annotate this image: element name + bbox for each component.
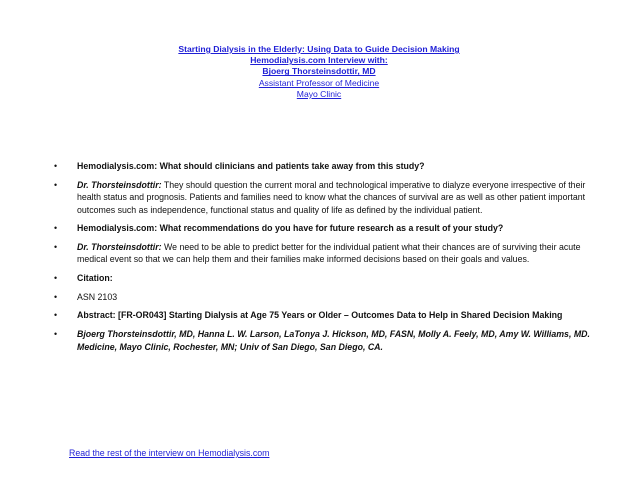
list-item-answer-2 (54, 241, 599, 266)
bullet-icon: • (54, 329, 58, 340)
bullet-icon: • (54, 161, 58, 171)
read-more-link[interactable]: Read the rest of the interview on Hemodialysis.com (69, 448, 270, 458)
bullet-icon: • (54, 241, 58, 252)
abstract-title: Abstract: [FR-OR043] Starting Dialysis at Age 75 Years or Older – Outcomes Data to Help in Shared Decision Making (77, 310, 563, 321)
subtitle-link[interactable]: Hemodialysis.com Interview with: (250, 55, 388, 66)
bullet-icon: • (54, 310, 58, 321)
institution-link[interactable]: Mayo Clinic (296, 88, 342, 99)
answer-text: We need to be able to predict better for the individual patient what their chances are of surviving their acute medical event so that we can help them and their families make informed decisions based on their goals and values. (77, 241, 581, 265)
title-link[interactable]: Starting Dialysis in the Elderly: Using Data to Guide Decision Making (178, 44, 460, 54)
citation-source: ASN 2103 (77, 291, 118, 302)
list-item-citation-label (54, 272, 599, 284)
interview-header (0, 44, 638, 100)
question-text: Hemodialysis.com: What recommendations do you have for future research as a result of your study? (77, 223, 504, 234)
list-item-question-2 (54, 222, 599, 234)
bullet-icon: • (54, 291, 58, 302)
list-item-citation-source (54, 291, 599, 303)
bullet-icon: • (54, 273, 58, 284)
interview-bullet-list (54, 160, 599, 359)
question-text: Hemodialysis.com: What should clinicians and patients take away from this study? (77, 161, 425, 171)
authors-text: Bjoerg Thorsteinsdottir, MD, Hanna L. W. Larson, LaTonya J. Hickson, MD, FASN, Molly A. Feely, MD, Amy W. Williams, MD. Medicine, Mayo Clinic, Rochester, MN; Univ of San Diego, San Diego, CA. (77, 329, 590, 352)
answer-text: They should question the current moral and technological imperative to dialyze everyone irrespective of their health status and prognosis. Patients and families need to know what the chances of survival are as well as other patient important outcomes such as independence, functional status and quality of life as defined by the individual patient. (77, 179, 586, 215)
list-item-authors (54, 328, 599, 353)
position-link[interactable]: Assistant Professor of Medicine (258, 77, 380, 88)
speaker-label: Dr. Thorsteinsdottir: (77, 179, 162, 190)
speaker-label: Dr. Thorsteinsdottir: (77, 241, 162, 252)
citation-label: Citation: (77, 273, 113, 284)
interviewee-name-link[interactable]: Bjoerg Thorsteinsdottir, MD (262, 66, 376, 77)
list-item-answer-1 (54, 179, 599, 216)
bullet-icon: • (54, 223, 58, 234)
list-item-abstract (54, 309, 599, 321)
bullet-icon: • (54, 179, 58, 190)
list-item-question-1 (54, 160, 599, 172)
